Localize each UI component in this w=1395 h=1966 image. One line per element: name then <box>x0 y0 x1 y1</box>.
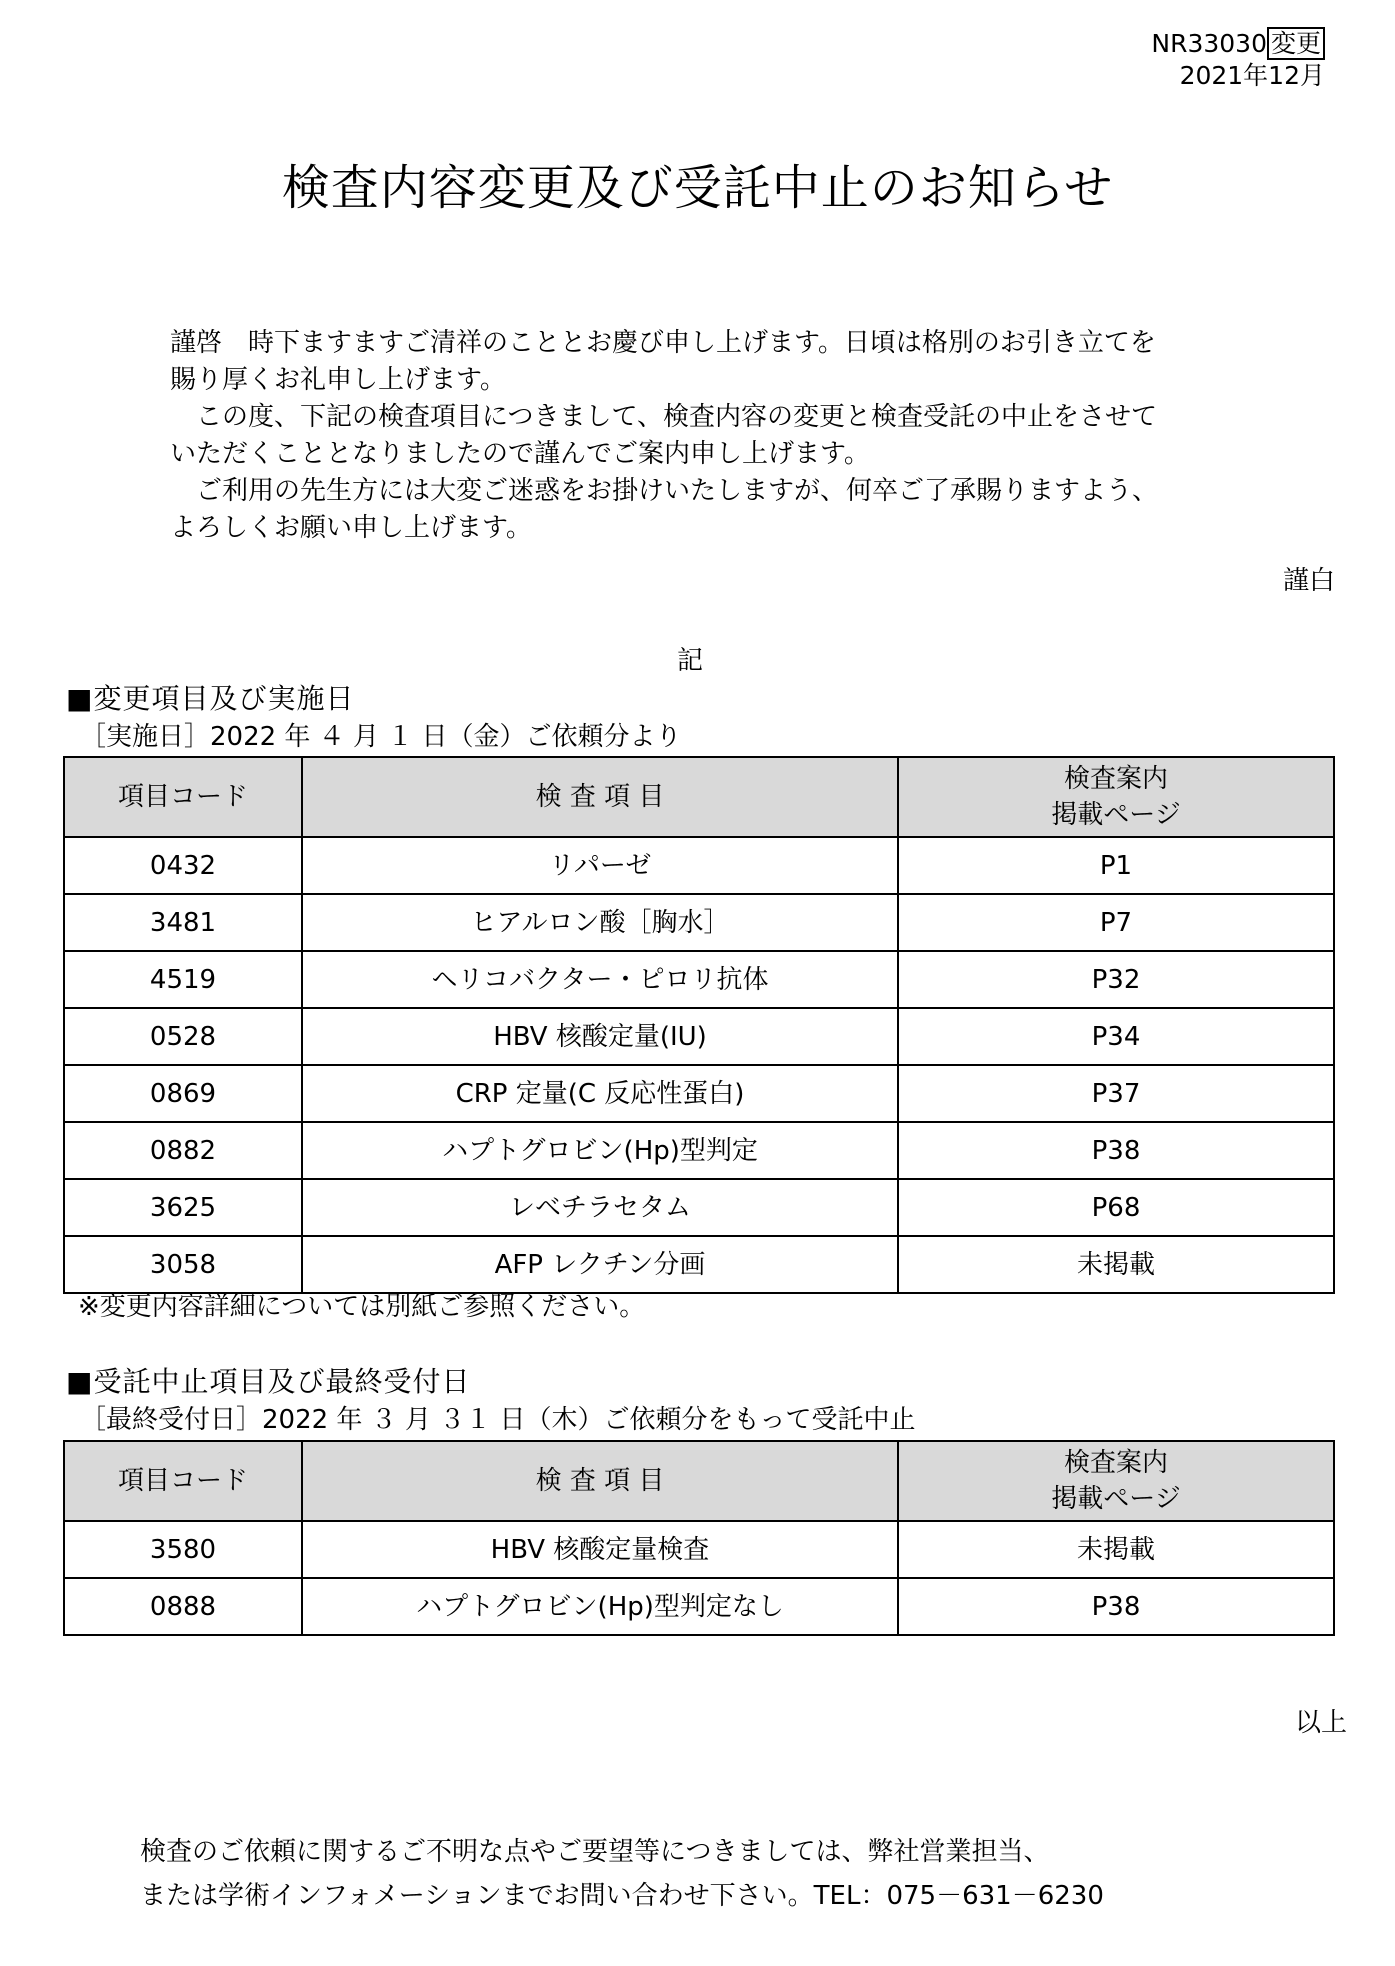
cell-page: 未掲載 <box>898 1236 1334 1293</box>
cell-page: P1 <box>898 837 1334 894</box>
cell-page: P38 <box>898 1122 1334 1179</box>
cell-code: 0528 <box>64 1008 302 1065</box>
document-date: 2021年12月 <box>1179 61 1325 90</box>
body-line: よろしくお願い申し上げます。 <box>170 513 532 543</box>
cell-page: P34 <box>898 1008 1334 1065</box>
cell-page: 未掲載 <box>898 1521 1334 1578</box>
cell-code: 4519 <box>64 951 302 1008</box>
revision-mark: 変更 <box>1267 27 1325 60</box>
table-row <box>64 1008 1334 1065</box>
cell-item: HBV 核酸定量(IU) <box>302 1008 898 1065</box>
cell-code: 3058 <box>64 1236 302 1293</box>
table-row <box>64 1065 1334 1122</box>
document-number-prefix: NR33030 <box>1151 29 1267 58</box>
table-row <box>64 1236 1334 1293</box>
cell-page: P38 <box>898 1578 1334 1635</box>
cell-code: 3625 <box>64 1179 302 1236</box>
table-row <box>64 1122 1334 1179</box>
cell-item: CRP 定量(C 反応性蛋白) <box>302 1065 898 1122</box>
ijo-end-marker: 以上 <box>1294 1708 1347 1738</box>
discontinued-table <box>63 1440 1335 1636</box>
footer-contact <box>140 1830 1340 1918</box>
section-heading-changes: ■変更項目及び実施日 <box>66 682 355 715</box>
cell-code: 0869 <box>64 1065 302 1122</box>
footer-line: 検査のご依頼に関するご不明な点やご要望等につきましては、弊社営業担当、 <box>140 1837 1050 1867</box>
cell-page: P32 <box>898 951 1334 1008</box>
cell-item: リパーゼ <box>302 837 898 894</box>
cell-page: P37 <box>898 1065 1334 1122</box>
table-header-row <box>64 757 1334 837</box>
changes-note: ※変更内容詳細については別紙ご参照ください。 <box>78 1292 646 1322</box>
cell-item: HBV 核酸定量検査 <box>302 1521 898 1578</box>
section-heading-discontinued: ■受託中止項目及び最終受付日 <box>66 1365 471 1398</box>
cell-code: 0888 <box>64 1578 302 1635</box>
body-line: 謹啓 時下ますますご清祥のこととお慶び申し上げます。日頃は格別のお引き立てを <box>170 328 1156 358</box>
cell-code: 3481 <box>64 894 302 951</box>
body-line: この度、下記の検査項目につきまして、検査内容の変更と検査受託の中止をさせて <box>170 402 1157 432</box>
changes-table <box>63 756 1335 1294</box>
cell-code: 0432 <box>64 837 302 894</box>
section-subheading-effective-date: ［実施日］2022 年 ４ 月 １ 日（金）ご依頼分より <box>80 722 682 752</box>
cell-item: ヘリコバクター・ピロリ抗体 <box>302 951 898 1008</box>
page-title: 検査内容変更及び受託中止のお知らせ <box>281 160 1114 216</box>
cell-item: ハプトグロビン(Hp)型判定なし <box>302 1578 898 1635</box>
column-header-page: 検査案内 掲載ページ <box>898 757 1334 837</box>
cell-item: ハプトグロビン(Hp)型判定 <box>302 1122 898 1179</box>
column-header-item: 検 査 項 目 <box>302 757 898 837</box>
body-line: いただくこととなりましたので謹んでご案内申し上げます。 <box>170 439 870 469</box>
table-header-row <box>64 1441 1334 1521</box>
cell-item: ヒアルロン酸［胸水］ <box>302 894 898 951</box>
column-header-item: 検 査 項 目 <box>302 1441 898 1521</box>
section-subheading-final-date: ［最終受付日］2022 年 ３ 月 ３１ 日（木）ご依頼分をもって受託中止 <box>80 1405 916 1435</box>
cell-code: 3580 <box>64 1521 302 1578</box>
cell-item: レベチラセタム <box>302 1179 898 1236</box>
column-header-code: 項目コード <box>64 1441 302 1521</box>
footer-line: または学術インフォメーションまでお問い合わせ下さい。TEL：075－631－6230 <box>140 1881 1104 1911</box>
column-header-page: 検査案内 掲載ページ <box>898 1441 1334 1521</box>
body-line: 賜り厚くお礼申し上げます。 <box>170 365 506 395</box>
table-row <box>64 1578 1334 1635</box>
column-header-code: 項目コード <box>64 757 302 837</box>
cell-item: AFP レクチン分画 <box>302 1236 898 1293</box>
table-row <box>64 951 1334 1008</box>
table-row <box>64 894 1334 951</box>
cell-code: 0882 <box>64 1122 302 1179</box>
table-row <box>64 837 1334 894</box>
body-line: ご利用の先生方には大変ご迷惑をお掛けいたしますが、何卒ご了承賜りますよう、 <box>170 476 1159 506</box>
cell-page: P7 <box>898 894 1334 951</box>
cell-page: P68 <box>898 1179 1334 1236</box>
ki-marker: 記 <box>676 646 703 676</box>
table-row <box>64 1179 1334 1236</box>
document-number <box>1151 28 1325 60</box>
closing-word: 謹白 <box>1282 566 1335 596</box>
greeting-body <box>170 325 1300 547</box>
table-row <box>64 1521 1334 1578</box>
